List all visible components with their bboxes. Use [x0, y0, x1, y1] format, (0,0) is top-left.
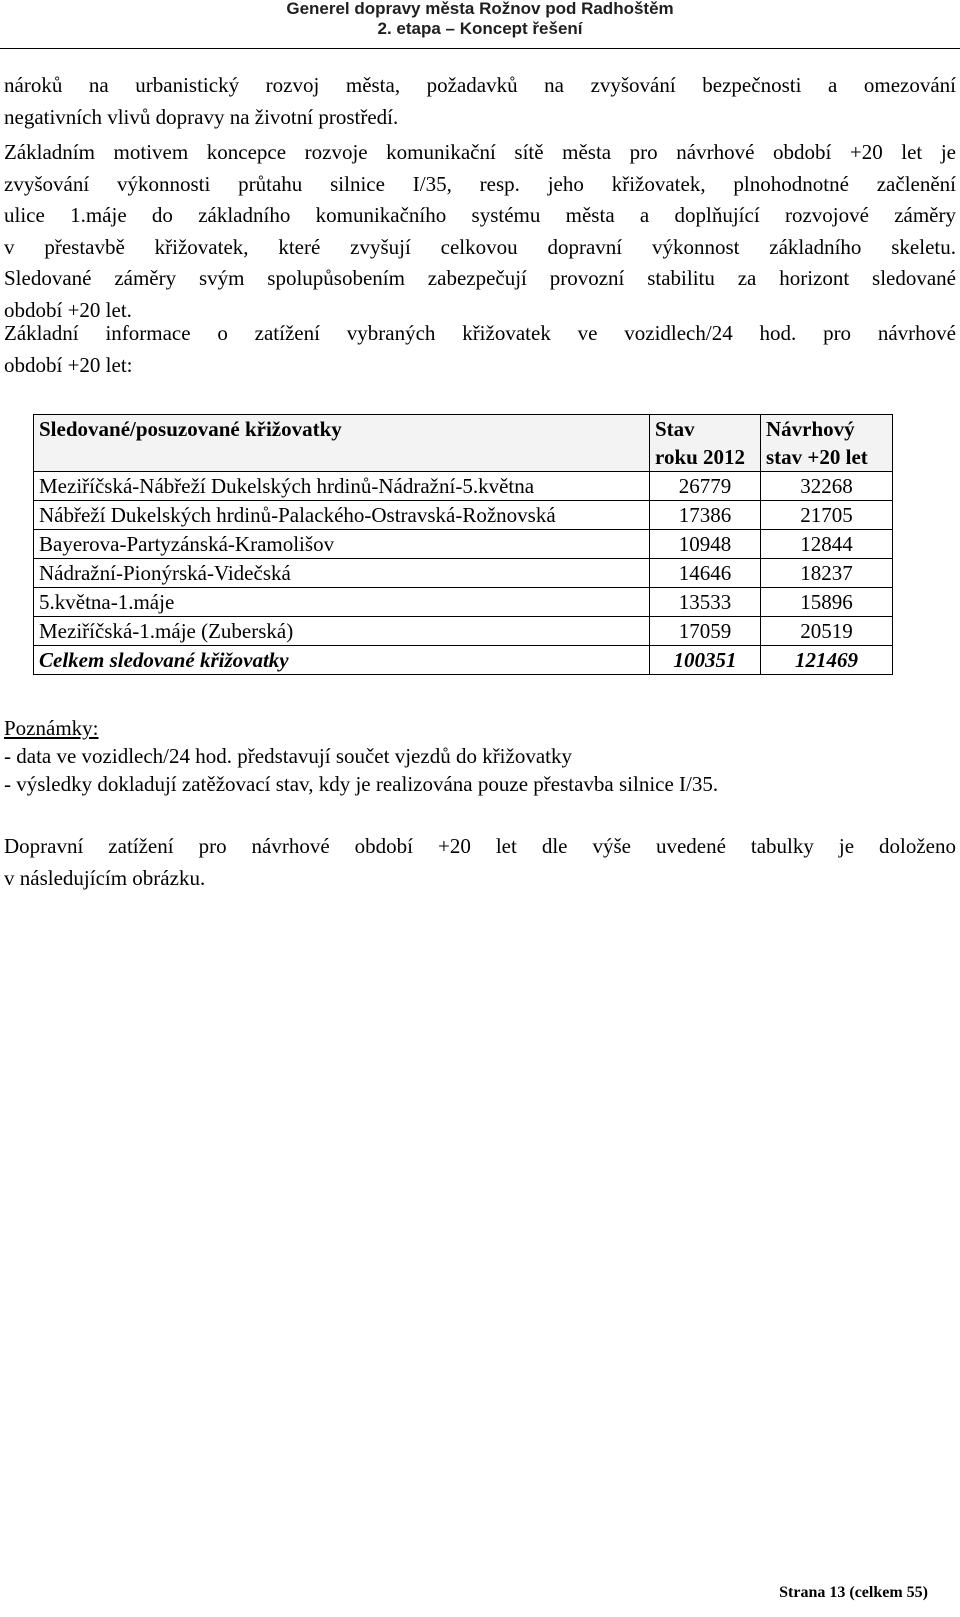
- cell-intersection: Meziříčská-Nábřeží Dukelských hrdinů-Nádražní-5.května: [34, 472, 650, 501]
- header-stav-2012-line2: roku 2012: [655, 445, 746, 469]
- cell-stav-2012: 13533: [650, 588, 761, 617]
- cell-stav-20: 15896: [761, 588, 893, 617]
- header-navrhovy-stav: [761, 415, 893, 472]
- cell-stav-2012: 17059: [650, 617, 761, 646]
- cell-stav-20: 20519: [761, 617, 893, 646]
- note-item: - výsledky dokladují zatěžovací stav, kdy je realizována pouze přestavba silnice I/35.: [4, 772, 719, 796]
- paragraph-3: [4, 318, 956, 381]
- paragraph-line: období +20 let:: [4, 352, 133, 377]
- cell-stav-20: 18237: [761, 559, 893, 588]
- header-stav-2012-line1: Stav: [655, 417, 695, 441]
- table-row: [34, 501, 893, 530]
- table-row: [34, 588, 893, 617]
- table-row: [34, 617, 893, 646]
- cell-intersection: 5.května-1.máje: [34, 588, 650, 617]
- cell-total-stav-20: 121469: [761, 646, 893, 675]
- note-item: - data ve vozidlech/24 hod. představují součet vjezdů do křižovatky: [4, 744, 572, 768]
- paragraph-1: [4, 70, 956, 133]
- header-intersections: Sledované/posuzované křižovatky: [34, 415, 650, 472]
- closing-paragraph: [4, 831, 956, 894]
- document-subtitle: 2. etapa – Koncept řešení: [377, 19, 583, 38]
- cell-total-label: Celkem sledované křižovatky: [34, 646, 650, 675]
- intersection-load-table: [33, 414, 893, 675]
- paragraph-line: nároků na urbanistický rozvoj města, požadavků na zvyšování bezpečnosti a omezování: [4, 73, 956, 97]
- cell-intersection: Nádražní-Pionýrská-Videčská: [34, 559, 650, 588]
- paragraph-line: období +20 let.: [4, 297, 132, 322]
- paragraph-line: Dopravní zatížení pro návrhové období +20 let dle výše uvedené tabulky je doloženo: [4, 834, 956, 858]
- document-title: Generel dopravy města Rožnov pod Radhoštěm: [286, 0, 674, 18]
- page-number: Strana 13 (celkem 55): [779, 1584, 928, 1601]
- paragraph-line: Základním motivem koncepce rozvoje komunikační sítě města pro návrhové období +20 let je: [4, 140, 956, 164]
- cell-stav-2012: 10948: [650, 530, 761, 559]
- paragraph-2: [4, 137, 956, 326]
- cell-stav-2012: 26779: [650, 472, 761, 501]
- paragraph-line: v následujícím obrázku.: [4, 865, 206, 890]
- table-header-row: [34, 415, 893, 472]
- header-navrhovy-line2: stav +20 let: [766, 445, 868, 469]
- cell-stav-20: 12844: [761, 530, 893, 559]
- paragraph-line: Základní informace o zatížení vybraných křižovatek ve vozidlech/24 hod. pro návrhové: [4, 321, 956, 345]
- notes-title: Poznámky:: [4, 716, 99, 740]
- header-stav-2012: [650, 415, 761, 472]
- cell-stav-2012: 14646: [650, 559, 761, 588]
- header-divider: [0, 48, 960, 49]
- cell-stav-20: 21705: [761, 501, 893, 530]
- paragraph-line: Sledované záměry svým spolupůsobením zabezpečují provozní stabilitu za horizont sledované: [4, 266, 956, 290]
- paragraph-line: negativních vlivů dopravy na životní prostředí.: [4, 104, 399, 129]
- table-row: [34, 530, 893, 559]
- paragraph-line: v přestavbě křižovatek, které zvyšují celkovou dopravní výkonnost základního skeletu.: [4, 234, 956, 259]
- paragraph-line: ulice 1.máje do základního komunikačního systému města a doplňující rozvojové záměry: [4, 203, 956, 227]
- cell-stav-2012: 17386: [650, 501, 761, 530]
- cell-intersection: Meziříčská-1.máje (Zuberská): [34, 617, 650, 646]
- cell-stav-20: 32268: [761, 472, 893, 501]
- table-row: [34, 472, 893, 501]
- table-total-row: [34, 646, 893, 675]
- paragraph-line: zvyšování výkonnosti průtahu silnice I/35, resp. jeho křižovatek, plnohodnotné začlenění: [4, 171, 956, 196]
- cell-intersection: Bayerova-Partyzánská-Kramolišov: [34, 530, 650, 559]
- cell-total-stav-2012: 100351: [650, 646, 761, 675]
- table-row: [34, 559, 893, 588]
- cell-intersection: Nábřeží Dukelských hrdinů-Palackého-Ostravská-Rožnovská: [34, 501, 650, 530]
- header-navrhovy-line1: Návrhový: [766, 417, 855, 441]
